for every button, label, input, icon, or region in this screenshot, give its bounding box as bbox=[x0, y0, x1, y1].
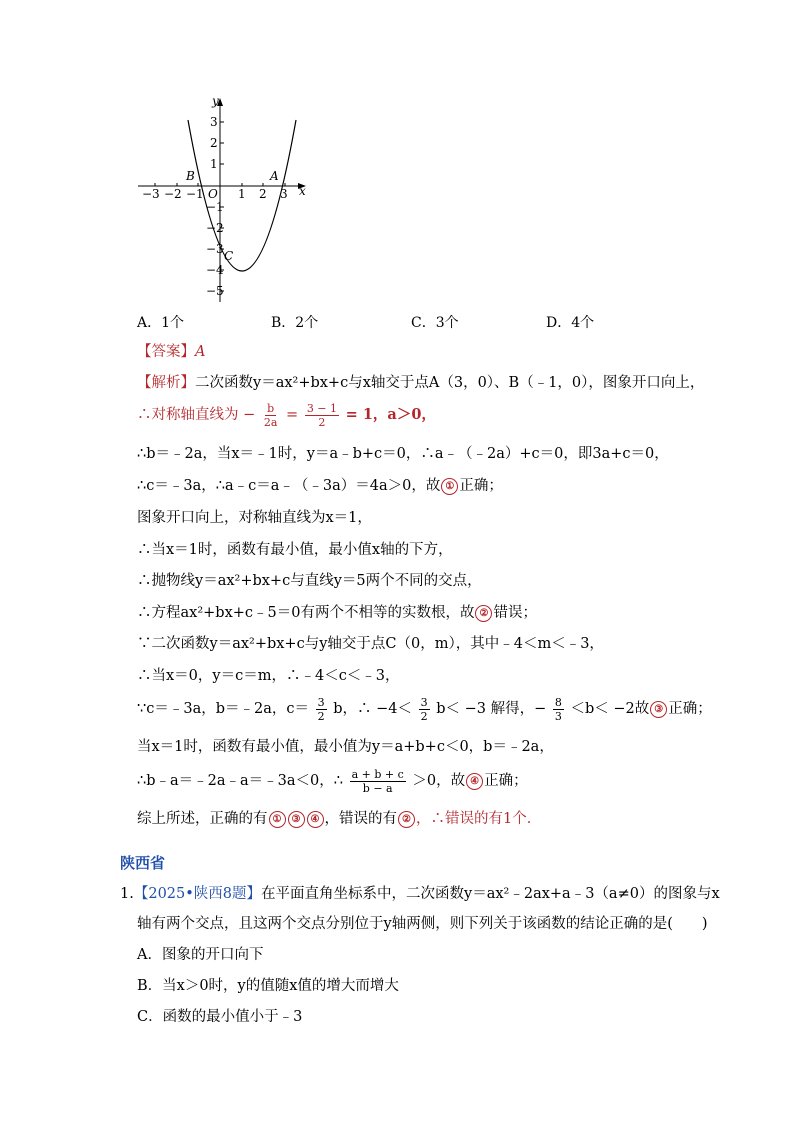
x-tick: −1 bbox=[186, 187, 204, 201]
fraction bbox=[419, 696, 430, 723]
analysis-line-14 bbox=[137, 809, 541, 829]
point-b-label: B bbox=[186, 169, 195, 183]
analysis-text: 正确； bbox=[459, 478, 503, 494]
analysis-text: 综上所述，正确的有 bbox=[137, 811, 268, 827]
fraction bbox=[316, 696, 327, 723]
analysis-line-11 bbox=[137, 694, 712, 724]
analysis-text: b＜ −3 解得，− bbox=[436, 701, 547, 717]
circled-number: ③ bbox=[650, 701, 667, 718]
analysis-text: ∵c＝﹣3a，b＝﹣2a，c＝ bbox=[137, 701, 309, 717]
numerator: 3 bbox=[420, 695, 428, 709]
question-option-c: C．函数的最小值小于﹣3 bbox=[137, 1009, 303, 1025]
denominator: 2 bbox=[317, 709, 325, 723]
point-a-label: A bbox=[270, 169, 279, 183]
y-tick: 2 bbox=[210, 136, 218, 150]
option-a: A．1个 bbox=[137, 315, 185, 331]
y-tick: 3 bbox=[210, 115, 218, 129]
analysis-text: ∴方程ax²+bx+c﹣5＝0有两个不相等的实数根，故 bbox=[137, 605, 475, 621]
denominator: b − a bbox=[362, 781, 393, 795]
answer-line bbox=[137, 342, 205, 362]
denominator: 2 bbox=[318, 415, 326, 429]
question-option-b: B．当x＞0时，y的值随x值的增大而增大 bbox=[137, 978, 399, 994]
analysis-line-9: ∵二次函数y＝ax²+bx+c与y轴交于点C（0，m），其中﹣4＜m＜﹣3， bbox=[137, 636, 604, 652]
circled-number: ② bbox=[475, 605, 492, 622]
analysis-text: ，∴错误的有1个． bbox=[416, 811, 542, 827]
point-c-label: C bbox=[224, 249, 234, 263]
analysis-text: ，错误的有 bbox=[324, 811, 397, 827]
analysis-line-7: ∴抛物线y＝ax²+bx+c与直线y＝5两个不同的交点， bbox=[137, 573, 482, 589]
question-option-a: A．图象的开口向下 bbox=[137, 947, 264, 963]
y-tick: 1 bbox=[210, 157, 218, 171]
x-tick: 3 bbox=[280, 187, 288, 201]
x-tick: −2 bbox=[164, 187, 182, 201]
numerator: b bbox=[267, 401, 275, 415]
numerator: 3 bbox=[317, 695, 325, 709]
fraction bbox=[350, 768, 406, 795]
origin-label: O bbox=[208, 187, 218, 201]
analysis-text: ＞0，故 bbox=[412, 773, 466, 789]
option-d: D．4个 bbox=[546, 315, 595, 331]
analysis-text: ∴b﹣a＝﹣2a﹣a＝﹣3a＜0，∴ bbox=[137, 773, 343, 789]
answer-value: A bbox=[195, 344, 206, 360]
analysis-text: ∴c＝﹣3a，∴a﹣c＝a﹣（﹣3a）＝4a＞0，故 bbox=[137, 478, 441, 494]
analysis-line-1 bbox=[137, 373, 704, 393]
question-text: 在平面直角坐标系中，二次函数y＝ax²﹣2ax+a﹣3（a≠0）的图象与x bbox=[261, 886, 720, 902]
analysis-text: 正确； bbox=[484, 773, 528, 789]
analysis-line-6: ∴当x＝1时，函数有最小值，最小值x轴的下方， bbox=[137, 542, 453, 558]
numerator: 3 − 1 bbox=[306, 401, 338, 415]
fraction bbox=[262, 402, 280, 429]
analysis-line-13 bbox=[137, 766, 528, 796]
analysis-text: 正确； bbox=[668, 701, 712, 717]
y-tick: −2 bbox=[206, 221, 224, 235]
circled-number: ④ bbox=[466, 773, 483, 790]
analysis-line-2 bbox=[137, 400, 436, 430]
question-tag: 【2025•陕西8题】 bbox=[133, 886, 262, 902]
x-axis-label: x bbox=[299, 184, 306, 198]
option-c: C．3个 bbox=[411, 315, 459, 331]
circled-number: ④ bbox=[307, 811, 324, 828]
circled-number: ① bbox=[269, 811, 286, 828]
analysis-line-12: 当x＝1时，函数有最小值，最小值为y＝a+b+c＜0，b＝﹣2a， bbox=[137, 739, 554, 755]
y-tick: −4 bbox=[206, 263, 224, 277]
denominator: 2a bbox=[263, 415, 278, 429]
analysis-line-5: 图象开口向上，对称轴直线为x＝1， bbox=[137, 510, 372, 526]
province-heading: 陕西省 bbox=[120, 854, 166, 872]
y-axis-label: y bbox=[212, 94, 219, 108]
question-line-1 bbox=[120, 882, 720, 903]
numerator: 8 bbox=[554, 695, 562, 709]
answer-label: 【答案】 bbox=[137, 344, 195, 360]
analysis-line-8 bbox=[137, 603, 537, 623]
y-tick: −3 bbox=[206, 242, 224, 256]
circled-number: ③ bbox=[288, 811, 305, 828]
analysis-text: ＜b＜ −2故 bbox=[570, 701, 650, 717]
parabola-graph bbox=[134, 92, 310, 304]
y-tick: −1 bbox=[206, 200, 224, 214]
x-tick: 1 bbox=[238, 187, 246, 201]
y-tick: −5 bbox=[206, 284, 224, 298]
analysis-text: ∴对称轴直线为 − bbox=[137, 407, 256, 423]
denominator: 3 bbox=[554, 709, 562, 723]
analysis-line-10: ∴当x＝0，y＝c＝m，∴﹣4＜c＜﹣3， bbox=[137, 668, 400, 684]
analysis-line-3: ∴b＝﹣2a，当x＝﹣1时，y＝a﹣b+c＝0，∴a﹣（﹣2a）+c＝0，即3a+c＝0， bbox=[137, 446, 669, 462]
analysis-line-4 bbox=[137, 476, 503, 496]
analysis-text: 二次函数y＝ax²+bx+c与x轴交于点A（3，0）、B（﹣1，0），图象开口向上， bbox=[195, 375, 705, 391]
numerator: a + b + c bbox=[351, 767, 404, 781]
fraction bbox=[553, 696, 564, 723]
option-b: B．2个 bbox=[271, 315, 319, 331]
circled-number: ① bbox=[441, 478, 458, 495]
circled-number: ② bbox=[398, 811, 415, 828]
analysis-text: = bbox=[286, 407, 303, 423]
denominator: 2 bbox=[420, 709, 428, 723]
analysis-label: 【解析】 bbox=[137, 375, 195, 391]
question-line-2: 轴有两个交点，且这两个交点分别位于y轴两侧，则下列关于该函数的结论正确的是( ) bbox=[137, 916, 708, 932]
analysis-text: b，∴ −4＜ bbox=[333, 701, 412, 717]
analysis-text: = 1，a＞0， bbox=[345, 406, 436, 423]
x-tick: −3 bbox=[142, 187, 160, 201]
question-number: 1. bbox=[120, 886, 134, 902]
analysis-text: 错误； bbox=[493, 605, 537, 621]
x-tick: 2 bbox=[259, 187, 267, 201]
fraction bbox=[305, 402, 339, 429]
